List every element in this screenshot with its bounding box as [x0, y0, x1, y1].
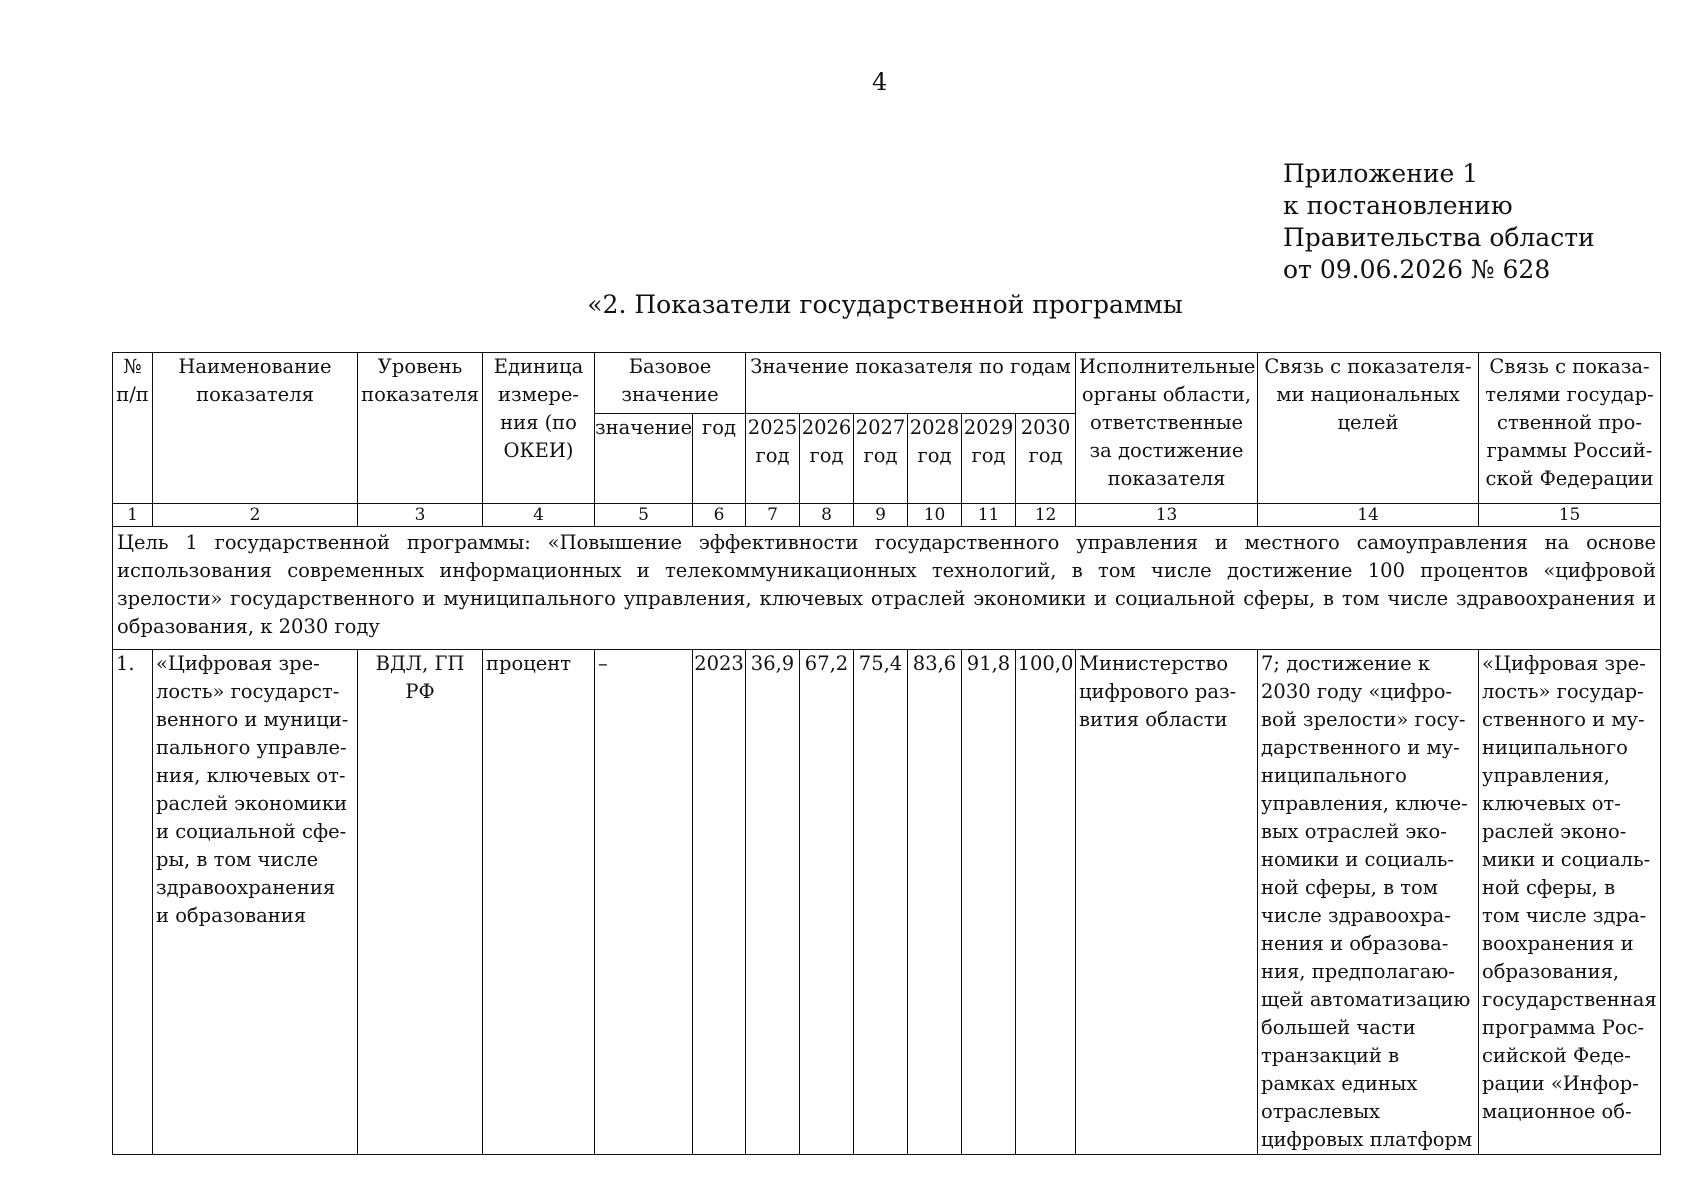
appendix-line-4: от 09.06.2026 № 628: [1283, 255, 1551, 284]
row-value-2027: 75,4: [854, 650, 908, 1155]
header-name: Наименование показателя: [153, 353, 358, 504]
row-num: 1.: [113, 650, 153, 1155]
row-value-2029: 91,8: [962, 650, 1016, 1155]
header-year-2030: 2030 год: [1016, 414, 1076, 504]
header-year-2025: 2025 год: [746, 414, 800, 504]
header-values-by-year: Значение показателя по годам: [746, 353, 1076, 414]
header-num: № п/п: [113, 353, 153, 504]
appendix-line-3: Правительства области: [1283, 223, 1595, 252]
row-state-program: «Цифровая зре-лость» государ-ственного и му-ниципального управления, ключевых от-раслей эконо-мики и социаль-ной сферы, в том числе здра-воохранения и образования, государственная программа Рос-сийской Феде-рации «Инфор-мационное об-: [1479, 650, 1661, 1155]
row-national-goal: 7; достижение к 2030 году «цифро-вой зрелости» госу-дарственного и му-ниципального управления, ключе-вых отраслей эко-номики и социаль-ной сферы, в том числе здравоохра-нения и образова-ния, предполагаю-щей автоматизацию большей части транзакций в рамках единых отраслевых цифровых платформ: [1258, 650, 1479, 1155]
column-number: 14: [1258, 504, 1479, 527]
header-year-2029: 2029 год: [962, 414, 1016, 504]
column-number: 7: [746, 504, 800, 527]
appendix-block: [1283, 158, 1595, 286]
column-number: 8: [800, 504, 854, 527]
row-name: «Цифровая зре-лость» государст-венного и муници-пального управле-ния, ключевых от-раслей экономики и социальной сфе-ры, в том числе здравоохранения и образования: [153, 650, 358, 1155]
header-year-2028: 2028 год: [908, 414, 962, 504]
header-base: Базовое значение: [595, 353, 746, 414]
column-number: 1: [113, 504, 153, 527]
header-row-1: [113, 353, 1661, 414]
header-state-program: Связь с показа-телями государ-ственной про-граммы Россий-ской Федерации: [1479, 353, 1661, 504]
row-base-year: 2023: [693, 650, 746, 1155]
appendix-line-1: Приложение 1: [1283, 159, 1479, 188]
column-number: 5: [595, 504, 693, 527]
row-executor: Министерство цифрового раз-вития области: [1076, 650, 1258, 1155]
header-base-value: значение: [595, 414, 693, 504]
header-executors: Исполнительные органы области, ответственные за достижение показателя: [1076, 353, 1258, 504]
column-number: 13: [1076, 504, 1258, 527]
column-number: 9: [854, 504, 908, 527]
header-year-2026: 2026 год: [800, 414, 854, 504]
column-number: 10: [908, 504, 962, 527]
page-number: 4: [872, 68, 888, 96]
document-title: «2. Показатели государственной программы: [587, 290, 1183, 319]
column-number: 11: [962, 504, 1016, 527]
header-base-year: год: [693, 414, 746, 504]
goal-text: Цель 1 государственной программы: «Повышение эффективности государственного управления и местного самоуправления на основе использования современных информационных и телекоммуникационных технологий, в том числе достижение 100 процентов «цифровой зрелости» государственного и муниципального управления, ключевых отраслей экономики и социальной сферы, в том числе здравоохранения и образования, к 2030 году: [113, 527, 1661, 650]
row-level: ВДЛ, ГП РФ: [358, 650, 483, 1155]
header-year-2027: 2027 год: [854, 414, 908, 504]
column-number: 4: [483, 504, 595, 527]
column-number: 2: [153, 504, 358, 527]
row-value-2028: 83,6: [908, 650, 962, 1155]
column-number: 12: [1016, 504, 1076, 527]
column-number: 3: [358, 504, 483, 527]
header-national-goals: Связь с показателя-ми национальных целей: [1258, 353, 1479, 504]
table-row: [113, 650, 1661, 1155]
indicators-table: [112, 352, 1661, 1155]
header-unit: Единица измере-ния (по ОКЕИ): [483, 353, 595, 504]
row-base-value: –: [595, 650, 693, 1155]
row-value-2025: 36,9: [746, 650, 800, 1155]
row-value-2026: 67,2: [800, 650, 854, 1155]
appendix-line-2: к постановлению: [1283, 191, 1513, 220]
row-value-2030: 100,0: [1016, 650, 1076, 1155]
goal-row: [113, 527, 1661, 650]
row-unit: процент: [483, 650, 595, 1155]
header-level: Уровень показателя: [358, 353, 483, 504]
column-number: 6: [693, 504, 746, 527]
column-number: 15: [1479, 504, 1661, 527]
column-numbers-row: [113, 504, 1661, 527]
